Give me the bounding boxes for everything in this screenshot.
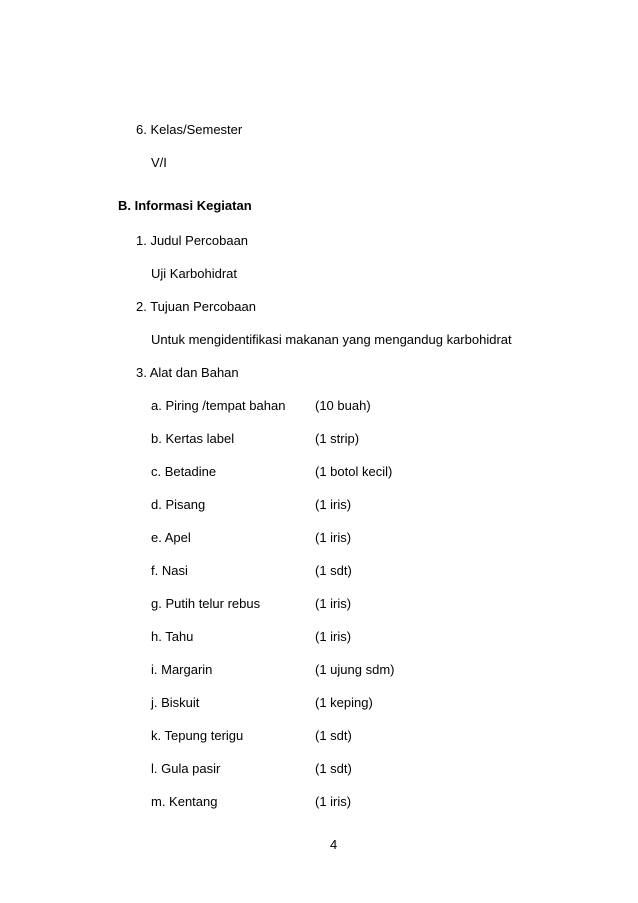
material-name: j. Biskuit [151, 695, 200, 710]
material-quantity: (1 iris) [315, 629, 352, 644]
material-name: h. Tahu [151, 629, 194, 644]
kelas-semester-label: 6. Kelas/Semester [136, 122, 243, 137]
material-name: c. Betadine [151, 464, 217, 479]
material-name: i. Margarin [151, 662, 213, 677]
material-name: f. Nasi [151, 563, 188, 578]
material-quantity: (1 strip) [315, 431, 360, 446]
alat-bahan-label: 3. Alat dan Bahan [136, 365, 239, 380]
material-name: a. Piring /tempat bahan [151, 398, 286, 413]
material-name: e. Apel [151, 530, 191, 545]
page-number: 4 [330, 837, 338, 852]
section-b-heading: B. Informasi Kegiatan [118, 198, 252, 213]
tujuan-percobaan-label: 2. Tujuan Percobaan [136, 299, 256, 314]
material-quantity: (1 iris) [315, 596, 352, 611]
kelas-semester-value: V/I [151, 155, 167, 170]
material-quantity: (1 ujung sdm) [315, 662, 395, 677]
material-quantity: (1 iris) [315, 530, 352, 545]
material-name: m. Kentang [151, 794, 218, 809]
material-name: g. Putih telur rebus [151, 596, 261, 611]
material-quantity: (1 iris) [315, 794, 352, 809]
judul-percobaan-label: 1. Judul Percobaan [136, 233, 249, 248]
material-quantity: (1 sdt) [315, 728, 352, 743]
material-name: b. Kertas label [151, 431, 235, 446]
material-quantity: (1 keping) [315, 695, 373, 710]
material-name: k. Tepung terigu [151, 728, 244, 743]
material-quantity: (1 iris) [315, 497, 352, 512]
judul-percobaan-value: Uji Karbohidrat [151, 266, 237, 281]
material-name: d. Pisang [151, 497, 206, 512]
material-quantity: (1 botol kecil) [315, 464, 393, 479]
tujuan-percobaan-value: Untuk mengidentifikasi makanan yang mengandug karbohidrat [151, 332, 512, 347]
material-name: l. Gula pasir [151, 761, 221, 776]
material-quantity: (1 sdt) [315, 761, 352, 776]
material-quantity: (1 sdt) [315, 563, 352, 578]
material-quantity: (10 buah) [315, 398, 371, 413]
